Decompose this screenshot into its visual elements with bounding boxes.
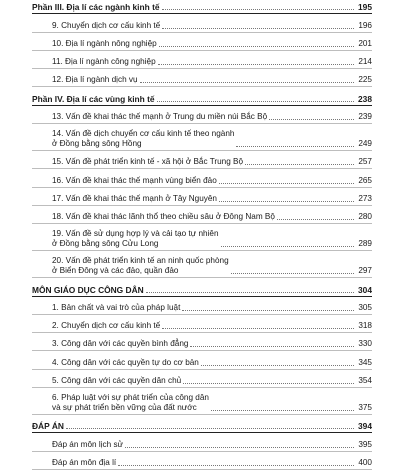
toc-section-row [32,0,372,14]
toc-page-number: 195 [358,2,372,13]
toc-entry-label-group [52,303,356,313]
toc-page-number: 249 [358,139,372,149]
toc-page-number: 304 [358,284,372,295]
toc-entry-label-group [52,393,356,413]
toc-entry-title: 11. Địa lí ngành công nghiệp [52,57,156,67]
toc-entry-title-line1: 14. Vấn đề dịch chuyển cơ cấu kinh tế theo ngành [52,129,235,139]
toc-page-number: 225 [358,75,372,85]
toc-page-number: 238 [358,93,372,104]
toc-entry-title: 12. Địa lí ngành dịch vụ [52,75,138,85]
toc-page-number: 239 [358,112,372,122]
toc-entry-row [32,333,372,351]
toc-entry-row [32,452,372,470]
toc-page-number: 354 [358,376,372,386]
toc-page-number: 400 [358,457,372,467]
toc-entry-title: Phần IV. Địa lí các vùng kinh tế [32,93,155,104]
toc-dot-leader [211,410,354,411]
toc-entry-label-group [32,421,356,431]
toc-section-row [32,278,372,296]
toc-entry-label-group [52,376,356,386]
toc-entry-label-group [52,57,356,67]
toc-page-number: 289 [358,239,372,249]
toc-entry-title: ĐÁP ÁN [32,421,64,432]
toc-entry-label-group [52,21,356,31]
toc-entry-label-group [52,212,356,222]
toc-entry-title: 10. Địa lí ngành nông nghiệp [52,38,157,48]
toc-dot-leader [162,28,354,29]
toc-entry-title [52,229,219,249]
toc-entry-row [32,224,372,251]
toc-entry-title: 13. Vấn đề khai thác thế mạnh ở Trung du miền núi Bắc Bộ [52,112,268,122]
toc-entry-label-group [52,440,356,450]
toc-entry-title: 17. Vấn đề khai thác thế mạnh ở Tây Nguyên [52,193,217,203]
toc-page-number: 297 [358,266,372,276]
toc-entry-title: Phần III. Địa lí các ngành kinh tế [32,2,160,13]
toc-entry-title-line2: ở Đồng bằng sông Cửu Long [52,239,159,249]
toc-entry-title: MÔN GIÁO DỤC CÔNG DÂN [32,284,144,295]
toc-entry-row [32,206,372,224]
toc-dot-leader [219,183,354,184]
toc-entry-label-group [52,112,356,122]
toc-entry-label-group [52,339,356,349]
toc-entry-title [52,129,234,149]
toc-page-number: 318 [358,321,372,331]
toc-entry-title-line2: và sự phát triển bền vững của đất nước [52,403,197,413]
toc-entry-title-line2: ở Biển Đông và các đảo, quần đảo [52,266,179,276]
toc-page-number: 201 [358,38,372,48]
toc-entry-row [32,188,372,206]
toc-entry-title [52,256,229,276]
toc-entry-row [32,69,372,87]
toc-entry-row [32,33,372,51]
toc-entry-row [32,251,372,278]
toc-page-number: 280 [358,212,372,222]
toc-entry-label-group [52,129,356,149]
table-of-contents [32,0,372,470]
toc-entry-row [32,433,372,451]
toc-entry-row [32,106,372,124]
toc-entry-label-group [52,256,356,276]
toc-entry-title: 9. Chuyển dịch cơ cấu kinh tế [52,20,161,30]
toc-entry-title: 5. Công dân với các quyền dân chủ [52,376,182,386]
toc-dot-leader [140,82,354,83]
toc-page-number: 394 [358,421,372,432]
toc-entry-title: 18. Vấn đề khai thác lãnh thổ theo chiều sâu ở Đông Nam Bộ [52,212,275,222]
toc-section-row [32,87,372,105]
toc-page-number: 273 [358,193,372,203]
toc-entry-title: 1. Bản chất và vai trò của pháp luật [52,302,181,312]
toc-page-number: 265 [358,175,372,185]
toc-dot-leader [245,164,354,165]
toc-entry-title: 15. Vấn đề phát triển kinh tế - xã hội ở Bắc Trung Bộ [52,157,244,167]
toc-dot-leader [162,328,354,329]
toc-entry-title: 4. Công dân với các quyền tự do cơ bản [52,357,199,367]
toc-entry-label-group [52,157,356,167]
toc-entry-label-group [52,39,356,49]
toc-page-number: 395 [358,439,372,449]
toc-dot-leader [66,428,354,429]
toc-dot-leader [158,64,354,65]
toc-entry-title-line1: 6. Pháp luật với sự phát triển của công dân [52,393,209,403]
toc-entry-title [52,393,209,413]
toc-entry-label-group [52,229,356,249]
toc-entry-title-line1: 19. Vấn đề sử dụng hợp lý và cải tạo tự nhiên [52,229,219,239]
toc-entry-title-line2: ở Đồng bằng sông Hồng [52,139,142,149]
toc-entry-title: Đáp án môn địa lí [52,457,117,467]
toc-entry-label-group [52,458,356,468]
toc-page-number: 375 [358,403,372,413]
toc-dot-leader [231,273,354,274]
toc-entry-label-group [52,321,356,331]
toc-entry-row [32,351,372,369]
toc-page-number: 305 [358,302,372,312]
toc-dot-leader [162,9,354,10]
toc-entry-title: 2. Chuyển dịch cơ cấu kinh tế [52,321,161,331]
toc-page-number: 214 [358,57,372,67]
toc-dot-leader [269,119,354,120]
toc-dot-leader [157,101,354,102]
toc-entry-title-line1: 20. Vấn đề phát triển kinh tế an ninh quốc phòng [52,256,229,266]
toc-dot-leader [236,146,354,147]
toc-entry-row [32,14,372,32]
toc-entry-row [32,151,372,169]
toc-dot-leader [146,292,354,293]
toc-entry-row [32,370,372,388]
toc-dot-leader [159,46,354,47]
toc-section-row [32,415,372,433]
toc-dot-leader [190,346,354,347]
toc-page-number: 330 [358,339,372,349]
toc-page-number: 196 [358,20,372,30]
toc-entry-title: 3. Công dân với các quyền bình đẳng [52,339,189,349]
toc-dot-leader [277,219,354,220]
toc-entry-label-group [32,285,356,295]
toc-entry-title: Đáp án môn lịch sử [52,439,124,449]
toc-dot-leader [201,365,354,366]
toc-dot-leader [221,246,354,247]
toc-dot-leader [219,201,354,202]
toc-page-number: 345 [358,357,372,367]
toc-entry-label-group [52,176,356,186]
toc-entry-label-group [32,2,356,12]
toc-entry-row [32,169,372,187]
toc-dot-leader [125,447,354,448]
toc-entry-row [32,315,372,333]
toc-entry-label-group [32,94,356,104]
toc-page-number: 257 [358,157,372,167]
toc-dot-leader [182,310,354,311]
toc-dot-leader [183,383,354,384]
toc-entry-row [32,297,372,315]
toc-dot-leader [118,465,354,466]
toc-entry-label-group [52,358,356,368]
toc-entry-row [32,124,372,151]
toc-entry-label-group [52,194,356,204]
toc-entry-row [32,51,372,69]
toc-entry-label-group [52,75,356,85]
toc-entry-title: 16. Vấn đề khai thác thế mạnh vùng biển đảo [52,175,217,185]
toc-entry-row [32,388,372,415]
